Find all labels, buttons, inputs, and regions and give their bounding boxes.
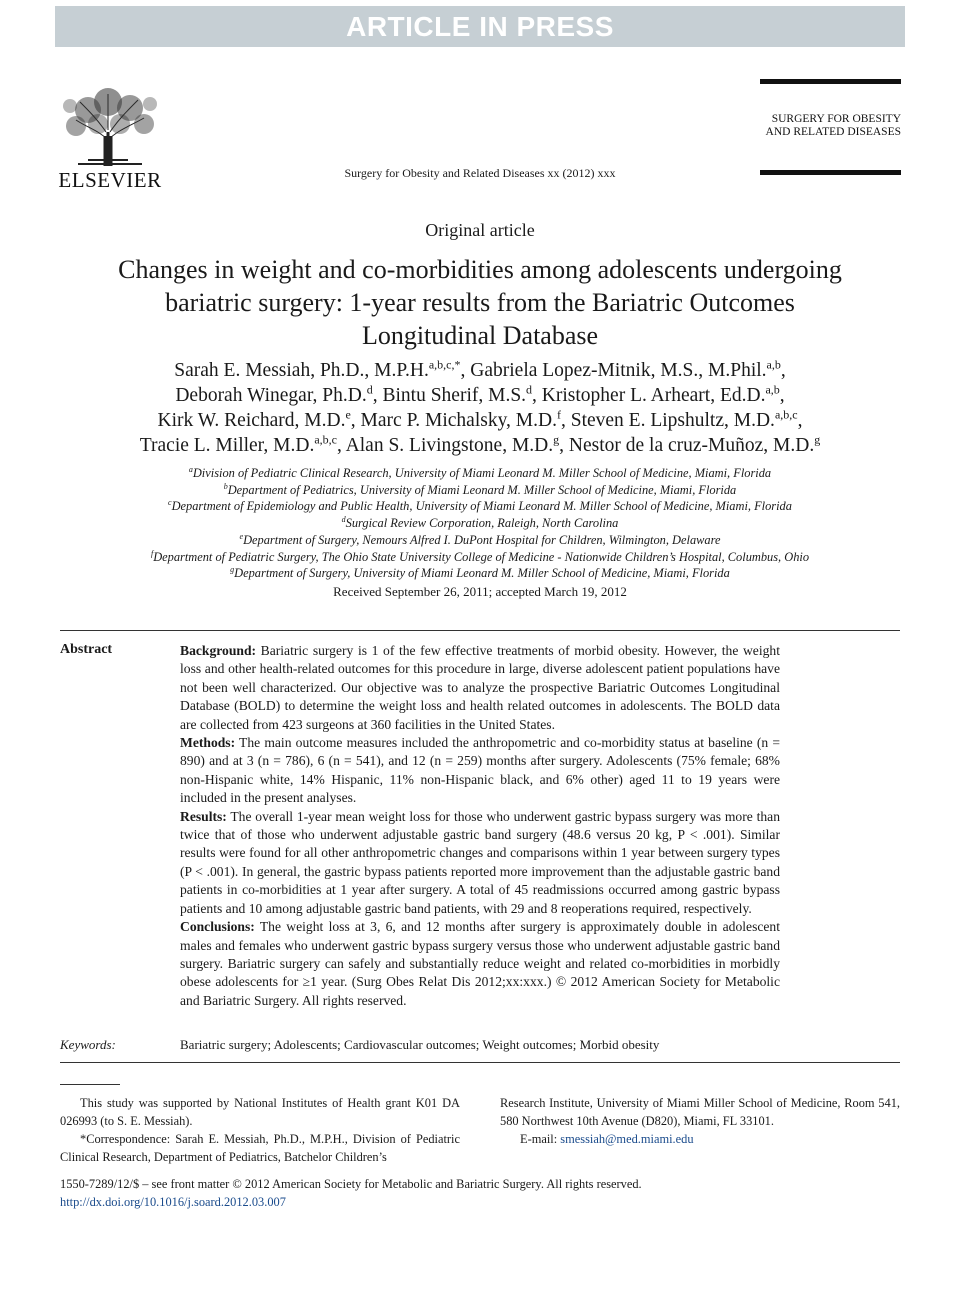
affiliation-mark: d [341,514,346,524]
author-affiliation-marks: f [556,407,561,422]
tree-icon [58,80,162,168]
affiliation-mark: a [188,464,193,474]
author-affiliation-marks: e [345,407,351,422]
affiliation-text: Department of Pediatrics, University of Miami Leonard M. Miller School of Medicine, Miami, Florida [227,482,737,497]
email-line [500,1130,900,1148]
affiliation-mark: e [239,531,244,541]
keywords-bottom-rule [60,1062,900,1063]
funding-note: This study was supported by National Institutes of Health grant K01 DA 026993 (to S. E. Messiah). [60,1096,460,1128]
journal-citation-line: Surgery for Obesity and Related Diseases xx (2012) xxx [344,166,616,180]
affiliation-mark: c [168,498,172,508]
author-name: Bintu Sherif, M.S.$^d$ [382,382,533,406]
article-title: Changes in weight and co-morbidities among adolescents undergoing bariatric surgery: 1-year results from the Bariatric Outcomes Longitudinal Database [118,255,842,350]
author-name: Kristopher L. Arheart, Ed.D.$^{a,b}$ [541,382,780,406]
affiliation-text: Department of Surgery, Nemours Alfred I. DuPont Hospital for Children, Wilmington, Delaware [243,532,721,547]
abstract-background-text: Bariatric surgery is 1 of the few effective treatments of morbid obesity. However, the weight loss and other health-related outcomes for this procedure in large, diverse adolescent patient populations have not been well characterized. Our objective was to analyze the prospective Bariatric Outcomes Longitudinal Database (BOLD) to determine the weight loss and health related outcomes in adolescents. The BOLD data are collected from 423 surgeons at 360 facilities in the United States. [180,643,780,732]
affiliation-mark: f [150,548,154,558]
affiliation-line [60,498,900,515]
abstract-background-label: Background: [180,643,257,658]
abstract-results-label: Results: [180,808,227,824]
received-date: Received September 26, 2011; accepted March 19, 2012 [333,584,627,599]
author-name: Nestor de la cruz-Muñoz, M.D.$^g$ [568,432,821,456]
affiliation-line [60,482,900,499]
front-matter [60,1175,900,1211]
abstract-background [180,642,780,734]
author-affiliation-marks: d [526,382,533,397]
author-name: Alan S. Livingstone, M.D.$^g$ [345,432,560,456]
footnote-rule [60,1084,120,1085]
author-affiliation-marks: g [814,432,821,447]
affiliation-text: Department of Epidemiology and Public Health, University of Miami Leonard M. Miller School of Medicine, Miami, Florida [171,499,792,514]
author-affiliation-marks: a,b,c,* [428,357,461,372]
footnote-left-column [60,1094,460,1166]
author-affiliation-marks: a,b [766,357,781,372]
doi-link[interactable]: http://dx.doi.org/10.1016/j.soard.2012.03.007 [60,1195,286,1209]
elsevier-logo [58,80,162,192]
email-label: E-mail: [520,1132,558,1146]
footnote-right-column [500,1094,900,1148]
abstract-methods [180,734,780,808]
affiliation-line [60,515,900,532]
journal-brand [760,113,901,139]
abstract-conclusions [180,918,780,1010]
issn-line: 1550-7289/12/$ – see front matter © 2012 American Society for Metabolic and Bariatric Surgery. All rights reserved. [60,1177,642,1191]
affiliation-list [60,465,900,582]
journal-top-rule [760,79,901,84]
email-link[interactable]: smessiah@med.miami.edu [560,1132,694,1146]
author-affiliation-marks: a,b,c [774,407,798,422]
abstract-label: Abstract [60,642,113,657]
author-affiliation-marks: a,b [765,382,780,397]
author-name: Kirk W. Reichard, M.D.$^e$ [157,407,351,431]
article-in-press-banner [55,6,905,47]
author-affiliation-marks: g [553,432,560,447]
affiliation-mark: g [230,565,235,575]
abstract-conclusions-text: The weight loss at 3, 6, and 12 months after surgery is approximately double in adolescent males and females who underwent gastric bypass surgery versus those who underwent adjustable gastric band surgery. Bariatric surgery can safely and substantially reduce weight and related co-morbidities in morbidly obese adolescents for ≥1 year. (Surg Obes Relat Dis 2012;xx:xxx.) © 2012 American Society for Metabolic and Bariatric Surgery. All rights reserved. [180,919,780,1008]
banner-text: ARTICLE IN PRESS [346,11,614,42]
affiliation-line [60,565,900,582]
abstract-methods-label: Methods: [180,735,236,751]
affiliation-line [60,532,900,549]
correspondence-note: *Correspondence: Sarah E. Messiah, Ph.D., M.P.H., Division of Pediatric Clinical Research, Department of Pediatrics, Batchelor Children’s [60,1132,460,1164]
elsevier-wordmark: ELSEVIER [58,168,162,192]
abstract-body [180,642,780,1010]
abstract-results [180,808,780,918]
affiliation-line [60,465,900,482]
author-name: Tracie L. Miller, M.D.$^{a,b,c}$ [139,432,337,456]
author-list: Sarah E. Messiah, Ph.D., M.P.H.$^{a,b,c,*}$, Gabriela Lopez-Mitnik, M.S., M.Phil.$^{a,b}$, Deborah Winegar, Ph.D.$^d$, Bintu Sherif, M.S.$^d$, Kristopher L. Arheart, Ed.D.$^{a,b}$, Kirk W. Reichard, M.D.$^e$, Marc P. Michalsky, M.D.$^f$, Steven E. Lipshultz, M.D.$^{a,b,c}$, Tracie L. Miller, M.D.$^{a,b,c}$, Alan S. Livingstone, M.D.$^g$, Nestor de la cruz-Muñoz, M.D.$^g$ [139,357,821,456]
article-type: Original article [425,220,535,240]
author-affiliation-marks: d [366,382,373,397]
author-name: Deborah Winegar, Ph.D.$^d$ [175,382,373,406]
author-name: Sarah E. Messiah, Ph.D., M.P.H.$^{a,b,c,*}$ [174,357,461,381]
abstract-results-text: The overall 1-year mean weight loss for those who underwent gastric bypass surgery was more than twice that of those who underwent adjustable gastric band surgery (48.6 versus 20 kg, P < .001). Similar results were found for all other anthropometric changes and comparisons within 1 year between surgery types (P < .001). In general, the gastric bypass patients reported more improvement than the adjustable gastric band patients in co-morbidities at 1 year after surgery. A total of 45 readmissions occurred among gastric bypass patients and 10 among adjustable gastric band patients, with 29 and 8 reoperations required, respectively. [180,808,780,916]
affiliation-text: Department of Pediatric Surgery, The Ohio State University College of Medicine - Nationwide Children’s Hospital, Columbus, Ohio [153,549,810,564]
affiliation-text: Department of Surgery, University of Miami Leonard M. Miller School of Medicine, Miami, Florida [234,566,730,581]
affiliation-text: Surgical Review Corporation, Raleigh, North Carolina [345,516,619,531]
author-affiliation-marks: a,b,c [314,432,337,447]
abstract-conclusions-label: Conclusions: [180,919,255,935]
journal-brand-line2: AND RELATED DISEASES [765,126,901,138]
abstract-top-rule [60,630,900,631]
abstract-methods-text: The main outcome measures included the anthropometric and co-morbidity status at baseline (n = 890) and at 3 (n = 786), 6 (n = 541), and 12 (n = 259) months after surgery. Adolescents (75% female; 68% non-Hispanic white, 14% Hispanic, 11% non-Hispanic black, and 6% other) aged 11 to 19 years were included in the present analyses. [180,735,780,806]
affiliation-text: Division of Pediatric Clinical Research, University of Miami Leonard M. Miller School of Medicine, Miami, Florida [192,466,772,480]
author-name: Marc P. Michalsky, M.D.$^f$ [360,407,561,431]
correspondence-address: Research Institute, University of Miami Miller School of Medicine, Room 541, 580 Northwest 10th Avenue (D820), Miami, FL 33101. [500,1096,900,1128]
affiliation-line [60,549,900,566]
keywords-text: Bariatric surgery; Adolescents; Cardiovascular outcomes; Weight outcomes; Morbid obesity [180,1037,660,1052]
author-name: Steven E. Lipshultz, M.D.$^{a,b,c}$ [570,407,798,431]
affiliation-mark: b [223,481,228,491]
journal-brand-line1: SURGERY FOR OBESITY [771,113,901,125]
journal-bottom-rule [760,170,901,175]
author-name: Gabriela Lopez-Mitnik, M.S., M.Phil.$^{a,b}$ [470,357,781,381]
keywords-label: Keywords: [60,1037,116,1052]
